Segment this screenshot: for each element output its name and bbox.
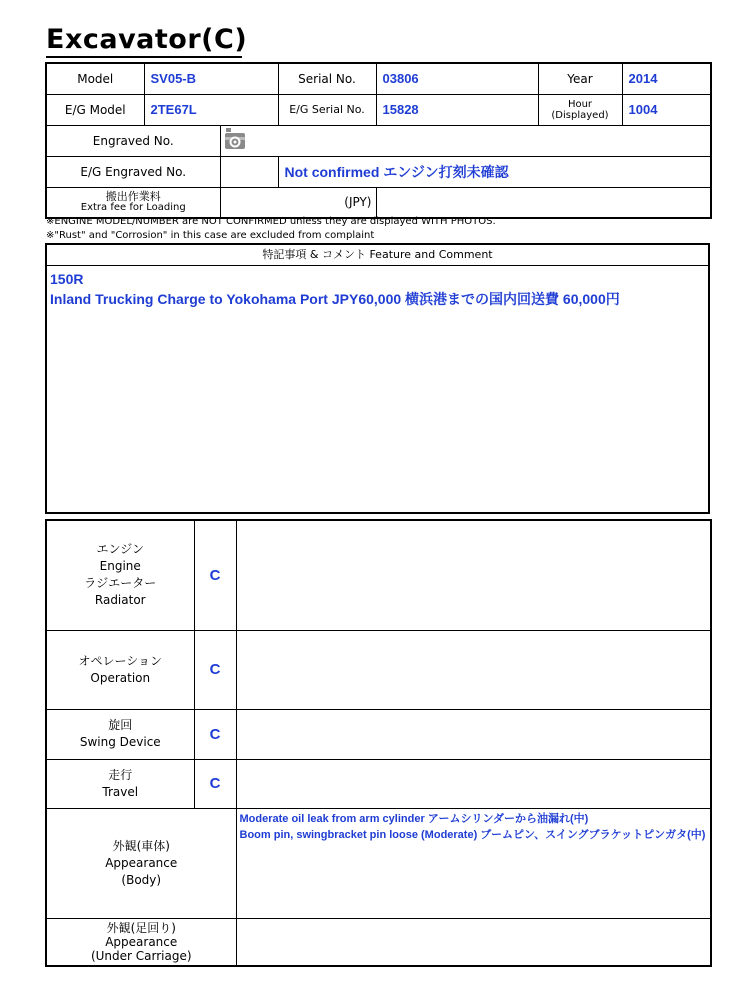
appearance-under-en: Appearance (105, 934, 178, 949)
serial-label: Serial No. (278, 63, 376, 94)
travel-category (46, 759, 194, 808)
eg-engraved-photo-cell (220, 156, 278, 187)
operation-comment (236, 630, 711, 709)
year-label: Year (538, 63, 622, 94)
appearance-body-comment (236, 808, 711, 918)
extra-fee-label-jp: 搬出作業料 (105, 190, 161, 204)
appearance-under-en2: (Under Carriage) (90, 948, 192, 963)
operation-grade: C (194, 630, 236, 709)
eg-serial-label: E/G Serial No. (278, 94, 376, 125)
extra-fee-label-en: Extra fee for Loading (80, 202, 186, 214)
engine-en: Engine (99, 559, 141, 574)
hour-label: Hour (567, 98, 593, 110)
swing-grade: C (194, 709, 236, 759)
currency-label: (JPY) (220, 187, 376, 218)
model-label: Model (46, 63, 144, 94)
feature-header: 特記事項 & コメント Feature and Comment (47, 245, 708, 266)
engine-jp: エンジン (96, 542, 144, 557)
swing-comment (236, 709, 711, 759)
engraved-label: Engraved No. (46, 125, 220, 156)
engine-grade: C (194, 520, 236, 630)
feature-line: Inland Trucking Charge to Yokohama Port JPY60,000 横浜港までの国内回送費 60,000円 (50, 291, 620, 307)
hour-label-cell (538, 94, 622, 125)
engraved-value (278, 125, 711, 156)
engraved-photo-cell[interactable] (220, 125, 278, 156)
extra-fee-label-cell (46, 187, 220, 218)
note-engine-number: ※ENGINE MODEL/NUMBER are NOT CONFIRMED unless they are displayed WITH PHOTOS. (46, 216, 496, 227)
feature-line: 150R (50, 271, 84, 287)
engine-comment (236, 520, 711, 630)
engine-category (46, 520, 194, 630)
eg-model-label: E/G Model (46, 94, 144, 125)
title-underline (46, 56, 242, 58)
appearance-under-category (46, 918, 236, 966)
appearance-body-en2: (Body) (121, 872, 162, 887)
year-value: 2014 (622, 63, 711, 94)
appearance-body-en: Appearance (105, 855, 178, 870)
page-title: Excavator(C) (46, 24, 248, 55)
appearance-body-jp: 外観(車体) (112, 838, 170, 853)
appearance-under-jp: 外観(足回り) (106, 920, 176, 935)
eg-engraved-label: E/G Engraved No. (46, 156, 220, 187)
hour-sub-label: (Displayed) (551, 109, 609, 121)
serial-value: 03806 (376, 63, 538, 94)
inspection-table (45, 519, 712, 967)
travel-comment (236, 759, 711, 808)
travel-en: Travel (102, 784, 139, 799)
extra-fee-value (376, 187, 711, 218)
travel-grade: C (194, 759, 236, 808)
swing-en: Swing Device (79, 735, 161, 749)
appearance-body-category (46, 808, 236, 918)
appearance-body-comment-line: Boom pin, swingbracket pin loose (Moderate) ブームピン、スイングブラケットピンガタ(中) (239, 828, 706, 841)
appearance-under-comment (236, 918, 711, 966)
hour-value: 1004 (622, 94, 711, 125)
eg-serial-value: 15828 (376, 94, 538, 125)
appearance-body-comment-line: Moderate oil leak from arm cylinder アームシリンダーから油漏れ(中) (239, 812, 589, 825)
operation-en: Operation (90, 670, 151, 685)
feature-comment-box (45, 243, 710, 514)
operation-category (46, 630, 194, 709)
model-value: SV05-B (144, 63, 278, 94)
eg-model-value: 2TE67L (144, 94, 278, 125)
radiator-en: Radiator (94, 593, 146, 608)
eg-engraved-value: Not confirmed エンジン打刻未確認 (278, 156, 711, 187)
radiator-jp: ラジエーター (84, 576, 157, 591)
machine-info-table (45, 62, 712, 219)
camera-icon[interactable] (224, 127, 246, 155)
operation-jp: オペレーション (78, 653, 163, 668)
swing-jp: 旋回 (108, 718, 133, 732)
note-rust: ※"Rust" and "Corrosion" in this case are excluded from complaint (46, 230, 375, 241)
travel-jp: 走行 (108, 767, 133, 782)
swing-category (46, 709, 194, 759)
feature-body (47, 266, 708, 312)
